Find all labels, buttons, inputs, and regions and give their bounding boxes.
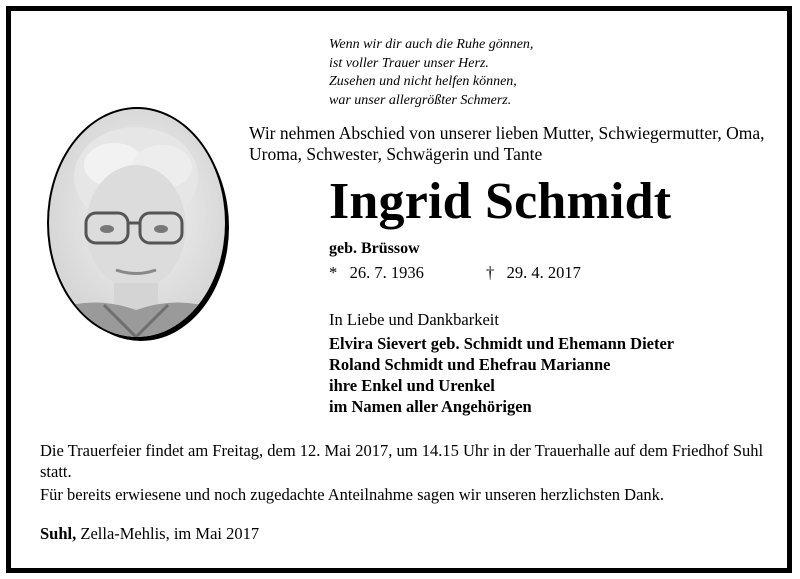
place-rest: Zella-Mehlis, im Mai 2017 <box>76 524 260 543</box>
poem-line: Zusehen und nicht helfen können, <box>329 74 517 89</box>
intro-text: Wir nehmen Abschied von unserer lieben Mutter, Schwiegermutter, Oma, Uroma, Schwester, Schwägerin und Tante <box>249 123 765 164</box>
mourner-line: Elvira Sievert geb. Schmidt und Ehemann Dieter <box>329 334 675 353</box>
thanks-line: Für bereits erwiesene und noch zugedachte Anteilnahme sagen wir unseren herzlichsten Dank. <box>40 485 665 504</box>
place-date <box>40 524 259 544</box>
poem-line: ist voller Trauer unser Herz. <box>329 55 489 71</box>
ceremony-info: Die Trauerfeier findet am Freitag, dem 12. Mai 2017, um 14.15 Uhr in der Trauerhalle auf dem Friedhof Suhl statt. <box>40 441 764 481</box>
love-line: In Liebe und Dankbarkeit <box>329 310 499 329</box>
mourner-line: Roland Schmidt und Ehefrau Marianne <box>329 355 611 374</box>
poem-line: Wenn wir dir auch die Ruhe gönnen, <box>329 37 534 52</box>
deceased-name: Ingrid Schmidt <box>329 173 672 230</box>
portrait-photo <box>44 105 236 345</box>
mourners-list <box>329 333 674 417</box>
place-bold: Suhl, <box>40 524 77 543</box>
maiden-name: geb. Brüssow <box>329 240 420 257</box>
mourner-line: im Namen aller Angehörigen <box>329 397 532 416</box>
death-date: † 29. 4. 2017 <box>486 263 581 282</box>
poem <box>329 36 533 110</box>
poem-line: war unser allergrößter Schmerz. <box>329 92 512 108</box>
birth-date: * 26. 7. 1936 <box>329 263 424 282</box>
mourner-line: ihre Enkel und Urenkel <box>329 376 495 395</box>
